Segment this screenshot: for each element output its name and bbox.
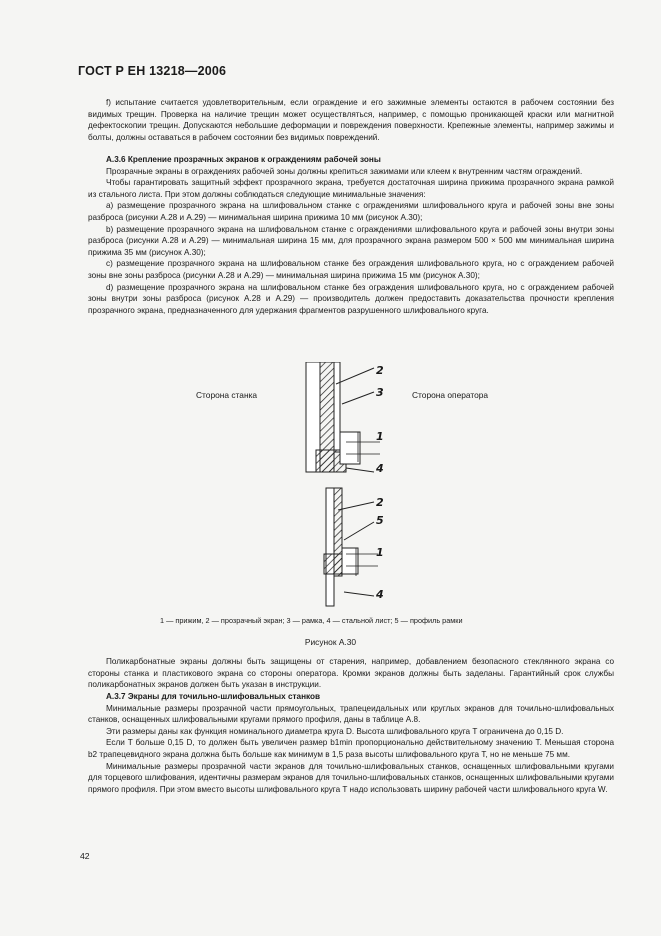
- list-item-c: c) размещение прозрачного экрана на шлифовальном станке без ограждения шлифовального круга, но с ограждением рабочей зоны вне зоны разброса (рисунки А.28 и А.29) — минимальная ширина прижима 15 мм (рисунок А.30);: [88, 259, 614, 280]
- callout-1-top: 1: [376, 430, 384, 443]
- paragraph: Минимальные размеры прозрачной части экранов для точильно-шлифовальных станков, оснащенных шлифовальными кругами для торцевого шлифования, идентичны размерам экранов для точильно-шлифовальных станков, оснащенных шлифовальными кругами прямого профиля. При этом вместо высоты шлифовального круга T надо использовать ширину рабочей части шлифовального круга W.: [88, 761, 614, 794]
- figure-a30: [0, 362, 661, 622]
- callout-4-bottom: 4: [376, 588, 384, 601]
- section-a36: [88, 154, 614, 316]
- machine-side-label: Сторона станка: [196, 390, 258, 400]
- figure-drawing: [0, 362, 661, 622]
- section-a36-heading: А.3.6 Крепление прозрачных экранов к ограждениям рабочей зоны: [106, 155, 381, 164]
- list-item-d: d) размещение прозрачного экрана на шлифовальном станке без ограждения шлифовального круга, но с ограждением рабочей зоны внутри зоны разброса (рисунок А.28 и А.29) — производитель должен предоставить доказательства прочности крепления прозрачного экрана, предназначенного для удержания фрагментов разрушенного шлифовального круга.: [88, 282, 614, 315]
- page-number: 42: [80, 851, 90, 861]
- paragraph: Минимальные размеры прозрачной части прямоугольных, трапецеидальных или круглых экранов для точильно-шлифовальных станков, оснащенных шлифовальными кругами прямого профиля, даны в таблице А.8.: [88, 703, 614, 725]
- paragraph: Эти размеры даны как функция номинального диаметра круга D. Высота шлифовального круга T ограничена до 0,15 D.: [106, 726, 564, 736]
- bottom-detail-drawing: [324, 488, 378, 606]
- section-a37-heading: А.3.7 Экраны для точильно-шлифовальных станков: [106, 692, 321, 701]
- callout-3-top: 3: [376, 386, 384, 399]
- operator-side-label: Сторона оператора: [412, 390, 489, 400]
- callout-4-top: 4: [376, 462, 384, 475]
- callout-1-bottom: 1: [376, 546, 384, 559]
- paragraph-block-f: [88, 97, 614, 143]
- callout-2-bottom: 2: [376, 496, 384, 509]
- paragraph-block-polycarbonate: [88, 656, 614, 691]
- paragraph: Если T больше 0,15 D, то должен быть увеличен размер b1min пропорционально действительному значению T. Меньшая сторона b2 трапецевидного экрана должна быть больше как минимум в 1,5 раза высоты шлифовального круга T, но не меньше 75 мм.: [88, 738, 614, 759]
- paragraph: Чтобы гарантировать защитный эффект прозрачного экрана, требуется достаточная ширина прижима прозрачного экрана рамкой из стального листа. При этом должны соблюдаться следующие минимальные значения:: [88, 178, 614, 199]
- section-a37: [88, 691, 614, 795]
- callout-2-top: 2: [376, 364, 384, 377]
- paragraph: Поликарбонатные экраны должны быть защищены от старения, например, добавлением безопасного стеклянного экрана со стороны станка и пластикового экрана со стороны оператора. Кромки экранов должны быть заделаны. Гарантийный срок службы поликарбонатных экранов должен быть указан в инструкции.: [88, 657, 614, 690]
- document-header: ГОСТ Р ЕН 13218—2006: [78, 64, 227, 78]
- top-detail-drawing: [306, 362, 380, 472]
- list-item-b: b) размещение прозрачного экрана на шлифовальном станке с ограждениями шлифовального круга и рабочей зоны внутри зоны разброса (рисунки А.28 и А.29) — минимальная ширина 15 мм, для прозрачного экрана размером 500 × 500 мм минимальная ширина прижима 35 мм (рисунок А.30);: [88, 224, 614, 257]
- figure-caption: Рисунок А.30: [304, 637, 357, 647]
- list-item-a: a) размещение прозрачного экрана на шлифовальном станке с ограждениями шлифовального круга и рабочей зоны вне зоны разброса (рисунки А.28 и А.29) — минимальная ширина прижима 10 мм (рисунок А.30);: [88, 201, 614, 222]
- callout-5-bottom: 5: [376, 514, 384, 527]
- paragraph: Прозрачные экраны в ограждениях рабочей зоны должны крепиться зажимами или клеем к внутренним частям ограждений.: [106, 166, 583, 176]
- figure-legend: 1 — прижим, 2 — прозрачный экран; 3 — рамка, 4 — стальной лист; 5 — профиль рамки: [160, 616, 463, 625]
- paragraph-f: f) испытание считается удовлетворительным, если ограждение и его зажимные элементы остаются в рабочем состоянии без видимых трещин. Проверка на наличие трещин может осуществляться, например, с помощью проникающей краски или магнитной дефектоскопии трещин. Допускаются небольшие деформации и повреждения поверхности. Крепежные элементы, например зажимы и болты, должны оставаться в рабочем состоянии без видимых повреждений.: [88, 98, 614, 142]
